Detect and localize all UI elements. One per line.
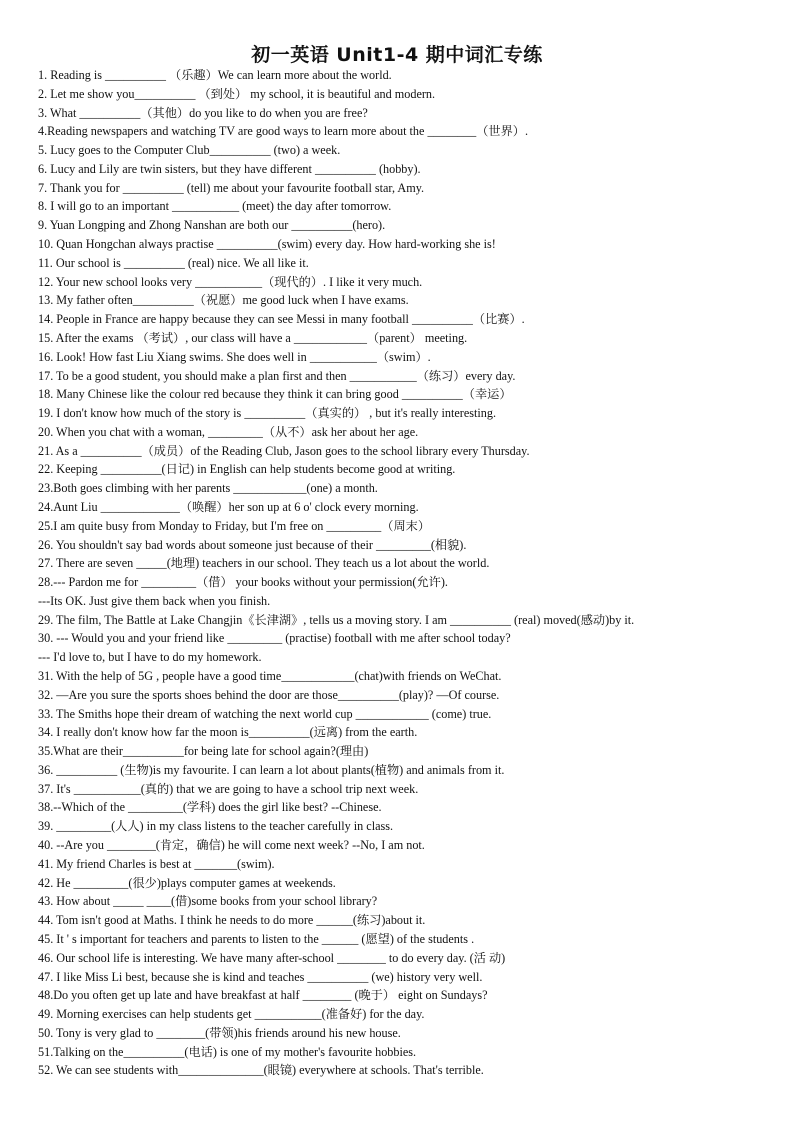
exercise-line: 39. _________(人人) in my class listens to the teacher carefully in class. (38, 819, 394, 834)
exercise-line: 18. Many Chinese like the colour red because they think it can bring good __________（幸运） (38, 387, 512, 402)
exercise-line: --- I'd love to, but I have to do my homework. (38, 650, 262, 665)
exercise-line: 21. As a __________（成员）of the Reading Club, Jason goes to the school library every Thursday. (38, 443, 530, 458)
exercise-line: 42. He _________(很少)plays computer games at weekends. (38, 875, 336, 890)
exercise-line: 17. To be a good student, you should make a plan first and then ___________（练习）every day. (38, 368, 516, 383)
exercise-line: 34. I really don't know how far the moon is__________(远离) from the earth. (38, 725, 418, 740)
exercise-line: 31. With the help of 5G , people have a good time____________(chat)with friends on WeChat. (38, 669, 502, 683)
exercise-line: 41. My friend Charles is best at _______(swim). (38, 856, 275, 871)
exercise-line: 47. I like Miss Li best, because she is kind and teaches __________ (we) history very well. (38, 969, 483, 984)
exercise-line: 26. You shouldn't say bad words about someone just because of their _________(相貌). (38, 537, 467, 552)
exercise-line: 33. The Smiths hope their dream of watching the next world cup ____________ (come) true. (38, 706, 492, 721)
exercise-line: ---Its OK. Just give them back when you finish. (38, 593, 271, 608)
exercise-line: 16. Look! How fast Liu Xiang swims. She does well in ___________（swim）. (38, 349, 431, 364)
exercise-line: 25.I am quite busy from Monday to Friday, but I'm free on _________（周末） (38, 518, 431, 533)
exercise-line: 4.Reading newspapers and watching TV are good ways to learn more about the ________（世界）. (38, 124, 528, 139)
exercise-line: 40. --Are you ________(肯定，确信) he will come next week? --No, I am not. (38, 838, 425, 853)
exercise-line: 46. Our school life is interesting. We have many after-school ________ to do every day. (活 动) (38, 950, 506, 965)
exercise-line: 9. Yuan Longping and Zhong Nanshan are both our __________(hero). (38, 218, 386, 233)
exercise-line: 24.Aunt Liu _____________（唤醒）her son up at 6 o' clock every morning. (38, 499, 419, 514)
exercise-line: 5. Lucy goes to the Computer Club__________ (two) a week. (38, 143, 341, 158)
exercise-line: 11. Our school is __________ (real) nice. We all like it. (38, 255, 309, 270)
exercise-line: 49. Morning exercises can help students get ___________(准备好) for the day. (38, 1007, 425, 1022)
exercise-line: 44. Tom isn't good at Maths. I think he needs to do more ______(练习)about it. (38, 913, 426, 928)
exercise-line: 45. It ' s important for teachers and parents to listen to the ______ (愿望) of the students . (38, 931, 475, 946)
exercise-line: 22. Keeping __________(日记) in English can help students become good at writing. (38, 462, 456, 477)
exercise-line: 48.Do you often get up late and have breakfast at half ________ (晚于） eight on Sundays? (38, 988, 488, 1003)
exercise-line: 3. What __________（其他）do you like to do when you are free? (38, 105, 368, 120)
exercise-line: 43. How about _____ ____(借)some books from your school library? (38, 894, 378, 909)
exercise-line: 28.--- Pardon me for _________（借） your books without your permission(允许). (38, 575, 448, 590)
exercise-line: 14. People in France are happy because they can see Messi in many football __________（比赛）. (38, 312, 525, 327)
exercise-line: 7. Thank you for __________ (tell) me about your favourite football star, Amy. (38, 180, 425, 195)
exercise-line: 38.--Which of the _________(学科) does the girl like best? --Chinese. (38, 800, 382, 815)
exercise-line: 13. My father often__________（祝愿）me good luck when I have exams. (38, 293, 409, 308)
exercise-line: 6. Lucy and Lily are twin sisters, but they have different __________ (hobby). (38, 161, 421, 176)
exercise-line: 19. I don't know how much of the story is __________（真实的） , but it's really interesting. (38, 406, 496, 421)
exercise-line: 2. Let me show you__________ （到处） my school, it is beautiful and modern. (38, 86, 436, 101)
exercise-line: 15. After the exams （考试）, our class will have a ____________（parent） meeting. (38, 330, 468, 345)
exercise-line: 51.Talking on the__________(电话) is one of my mother's favourite hobbies. (38, 1044, 417, 1059)
exercise-line: 37. It's ___________(真的) that we are going to have a school trip next week. (38, 781, 419, 796)
exercise-line: 50. Tony is very glad to ________(带领)his friends around his new house. (38, 1025, 401, 1040)
exercise-line: 12. Your new school looks very ___________（现代的）. I like it very much. (38, 274, 423, 289)
exercise-line: 10. Quan Hongchan always practise __________(swim) every day. How hard-working she is! (38, 237, 496, 252)
exercise-line: 20. When you chat with a woman, _________（从不）ask her about her age. (38, 424, 419, 439)
exercise-line: 8. I will go to an important ___________ (meet) the day after tomorrow. (38, 199, 392, 214)
exercise-line: 1. Reading is __________ （乐趣）We can learn more about the world. (38, 68, 392, 82)
page-title: 初一英语 Unit1-4 期中词汇专练 (251, 44, 543, 66)
exercise-line: 52. We can see students with______________(眼镜) everywhere at schools. That's terrible. (38, 1063, 484, 1078)
exercise-line: 30. --- Would you and your friend like _________ (practise) football with me after school today? (38, 631, 511, 646)
exercise-line: 35.What are their__________for being late for school again?(理由) (38, 744, 369, 759)
exercise-line: 23.Both goes climbing with her parents ____________(one) a month. (38, 481, 378, 496)
exercise-line: 29. The film, The Battle at Lake Changjin《长津湖》, tells us a moving story. I am __________ (real) moved(感动)by it. (38, 612, 635, 627)
exercise-line: 32. —Are you sure the sports shoes behind the door are those__________(play)? —Of course. (38, 687, 500, 702)
exercise-line: 27. There are seven _____(地理) teachers in our school. They teach us a lot about the world. (38, 556, 490, 571)
exercise-line: 36. __________ (生物)is my favourite. I can learn a lot about plants(植物) and animals from it. (38, 762, 505, 777)
exercise-list (38, 66, 778, 1080)
